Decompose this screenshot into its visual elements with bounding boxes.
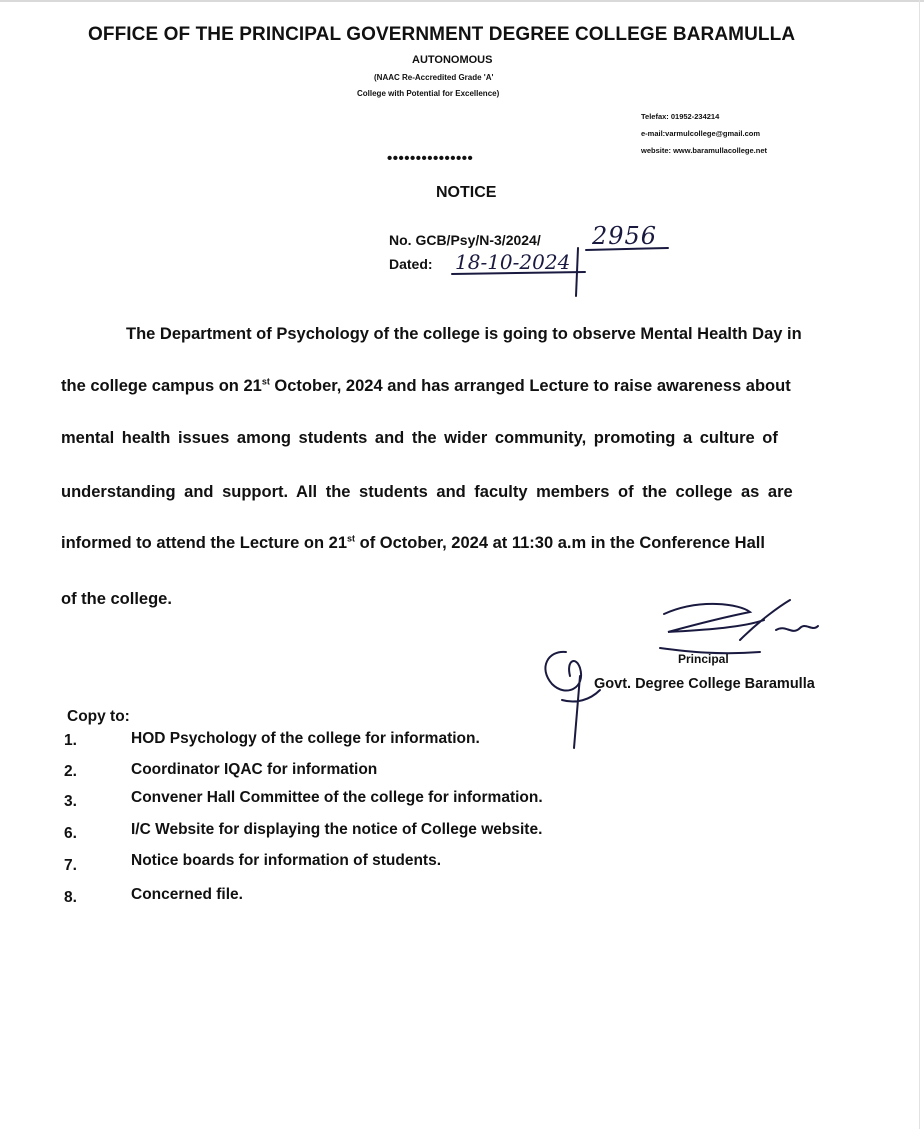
initial-signature xyxy=(545,652,600,748)
accreditation-line: (NAAC Re-Accredited Grade 'A' xyxy=(374,73,494,82)
copy-item-number: 8. xyxy=(64,889,77,906)
copy-item-text: Notice boards for information of students. xyxy=(131,852,442,869)
ordinal-suffix: st xyxy=(347,533,356,544)
date-underline xyxy=(452,272,585,274)
body-line-4: understanding and support. All the students and faculty members of the college as are xyxy=(61,483,793,501)
copy-item-text: I/C Website for displaying the notice of College website. xyxy=(131,821,543,838)
website: website: www.baramullacollege.net xyxy=(641,146,768,155)
copy-item-number: 2. xyxy=(64,763,77,780)
date-slash xyxy=(576,248,578,296)
copy-item-text: Convener Hall Committee of the college for information. xyxy=(131,789,543,806)
ordinal-suffix: st xyxy=(261,376,270,387)
body-line-6: of the college. xyxy=(61,590,172,608)
dated-label: Dated: xyxy=(389,256,433,272)
copy-item-text: HOD Psychology of the college for information. xyxy=(131,730,480,747)
handwritten-date: 18-10-2024 xyxy=(455,250,571,274)
handwritten-reference-number: 2956 xyxy=(592,222,658,250)
copy-to-label: Copy to: xyxy=(67,708,130,725)
body-line-3: mental health issues among students and the wider community, promoting a culture of xyxy=(61,429,778,447)
telefax: Telefax: 01952-234214 xyxy=(641,112,720,121)
copy-item-text: Coordinator IQAC for information xyxy=(131,761,378,778)
copy-item-number: 6. xyxy=(64,825,77,842)
office-title: OFFICE OF THE PRINCIPAL GOVERNMENT DEGREE COLLEGE BARAMULLA xyxy=(88,24,796,45)
copy-item-text: Concerned file. xyxy=(131,886,243,903)
copy-item-number: 1. xyxy=(64,732,77,749)
ref-underline xyxy=(586,248,668,250)
dotted-separator: ••••••••••••••• xyxy=(387,150,474,167)
principal-college: Govt. Degree College Baramulla xyxy=(594,676,815,692)
copy-item-number: 3. xyxy=(64,793,77,810)
email: e-mail:varmulcollege@gmail.com xyxy=(641,129,761,138)
body-line-5: informed to attend the Lecture on 21st of October, 2024 at 11:30 a.m in the Conference Hall xyxy=(61,533,765,552)
body-line-2: the college campus on 21st October, 2024 and has arranged Lecture to raise awareness about xyxy=(61,376,791,395)
potential-line: College with Potential for Excellence) xyxy=(357,89,500,98)
autonomous-label: AUTONOMOUS xyxy=(412,54,493,66)
body-line-1: The Department of Psychology of the college is going to observe Mental Health Day in xyxy=(126,325,802,343)
principal-label: Principal xyxy=(678,652,729,666)
copy-item-number: 7. xyxy=(64,857,77,874)
notice-title: NOTICE xyxy=(436,184,497,201)
principal-signature xyxy=(660,600,818,653)
reference-number-label: No. GCB/Psy/N-3/2024/ xyxy=(389,232,541,248)
